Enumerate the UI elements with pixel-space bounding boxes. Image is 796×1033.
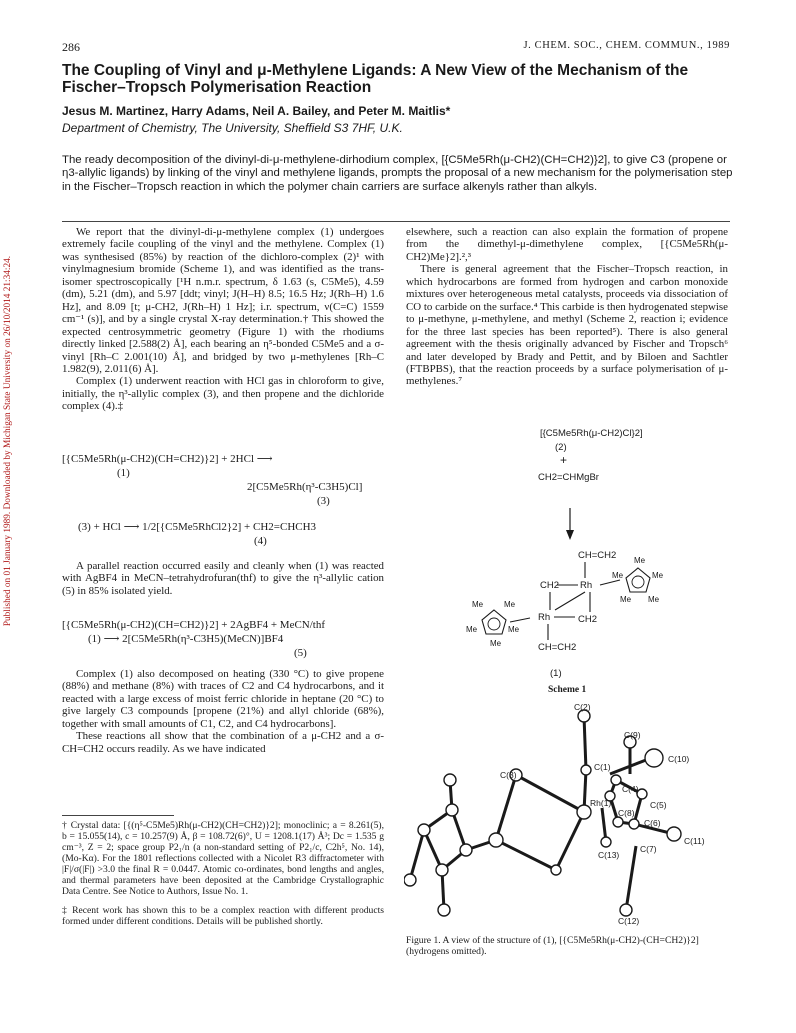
product-label: (1)	[550, 668, 562, 679]
body-paragraph: There is general agreement that the Fischer–Tropsch reaction, in which hydrocarbons are formed from hydrogen and carbon monoxide mixtures over heterogeneous metal catalysts, proceeds via dissociation of CO to carbide on the surface.⁴ This carbide is then hydrogenated stepwise to μ-methyne, μ-methylene, and methyl (Scheme 2, reaction i; evidence for the three last species has been reported⁵). There is also general agreement with the thesis originally advanced by Fischer and Tropsch⁶ and later developed by Brady and Pettit, and by Biloen and Sachtler (FTBPBS), that the reaction proceeds by a surface polymerisation of μ-methylenes.⁷	[406, 263, 728, 388]
body-column-left-bottom	[62, 668, 384, 755]
body-paragraph: Complex (1) underwent reaction with HCl gas in chloroform to give, initially, the η³-allylic complex (3), and then propene and the dichloride complex (4).‡	[62, 375, 384, 413]
atom-label: C(4)	[622, 784, 639, 794]
body-paragraph: elsewhere, such a reaction can also explain the formation of propene from the dimethyl-μ-dimethylene complex, [{C5Me5Rh(μ-CH2)Me}2].²,³	[406, 226, 728, 263]
scheme-plus: +	[560, 453, 568, 467]
body-column-left-mid	[62, 560, 384, 597]
atom-label: C(2)	[574, 702, 591, 712]
methyl-label: Me	[648, 595, 660, 604]
equation-2	[78, 520, 398, 548]
rh-lower: Rh	[538, 612, 551, 623]
equation-1	[62, 452, 392, 508]
equation-label: (4)	[254, 535, 267, 547]
ch2-left: CH2	[540, 580, 560, 591]
page-number: 286	[62, 40, 80, 54]
equation-3	[62, 618, 392, 660]
vinyl-bottom: CH=CH2	[538, 642, 577, 653]
article-authors: Jesus M. Martinez, Harry Adams, Neil A. Bailey, and Peter M. Maitlis*	[62, 104, 451, 118]
abstract-divider	[62, 221, 730, 222]
equation-line: [{C5Me5Rh(μ-CH2)(CH=CH2)}2] + 2AgBF4 + MeCN/thf	[62, 619, 326, 631]
atom-label: C(5)	[650, 800, 667, 810]
atom-label: C(12)	[618, 916, 640, 926]
body-column-right	[406, 226, 728, 388]
atom-label: C(8)	[618, 808, 635, 818]
equation-line: (3) + HCl ⟶ 1/2[{C5Me5RhCl2}2] + CH2=CHCH3	[78, 521, 317, 533]
atom-label: Rh(1)	[590, 798, 612, 808]
publication-side-note: Published on 01 January 1989. Downloaded by Michigan State University on 26/10/2014 21:34:24.	[3, 255, 13, 627]
methyl-label: Me	[652, 571, 664, 580]
body-column-left-top	[62, 226, 384, 413]
equation-line: [{C5Me5Rh(μ-CH2)(CH=CH2)}2] + 2HCl ⟶	[62, 453, 273, 465]
atom-label: C(3)	[500, 770, 517, 780]
footnotes	[62, 820, 384, 935]
footnote-divider	[62, 815, 174, 816]
equation-line: 2[C5Me5Rh(η³-C3H5)Cl]	[247, 481, 363, 493]
article-abstract: The ready decomposition of the divinyl-di-μ-methylene-dirhodium complex, [{C5Me5Rh(μ-CH2)(CH=CH2)}2], to give C3 (propene or η3-allylic ligands) by linking of the vinyl and methylene ligands, prompts the proposal of a new mechanism for the polymerisation step in the Fischer–Tropsch reaction in which the polymer chain carriers are surface alkenyls rather than alkyls.	[62, 154, 733, 193]
equation-label: (3)	[317, 495, 330, 507]
bonds	[510, 562, 620, 640]
atom-label: C(7)	[640, 844, 657, 854]
equation-label: (1)	[117, 467, 130, 479]
journal-header: J. CHEM. SOC., CHEM. COMMUN., 1989	[523, 40, 730, 51]
atom-label: C(13)	[598, 850, 620, 860]
methyl-label: Me	[490, 639, 502, 648]
figure-1-caption: Figure 1. A view of the structure of (1), [{C5Me5Rh(μ-CH2)-(CH=CH2)}2] (hydrogens omitted).	[406, 935, 699, 957]
reaction-arrow	[566, 508, 574, 540]
atom-label: C(11)	[684, 836, 705, 846]
scheme-grignard: CH2=CHMgBr	[538, 472, 599, 483]
article-affiliation: Department of Chemistry, The University, Sheffield S3 7HF, U.K.	[62, 121, 403, 135]
footnote-crystal-data: † Crystal data: [{(η⁵-C5Me5)Rh(μ-CH2)(CH=CH2)}2]; monoclinic; a = 8.261(5), b = 15.055(14), c = 10.257(9) Å, β = 108.72(6)°, U = 1208.1(17) Å³; Dc = 1.535 g cm⁻³, Z = 2; space group P2₁/n (a non-standard setting of P2₁/c, C2h⁵, No. 14), (Mo-Kα). For the 1801 reflections collected with a Nicolet R3 diffractometer with |F|/σ(|F|) >3.0 the final R = 0.0447. Atomic co-ordinates, bond lengths and angles, and thermal parameters have been deposited at the Cambridge Crystallographic Data Centre. See Notice to Authors, Issue No. 1.	[62, 820, 384, 897]
methyl-label: Me	[620, 595, 632, 604]
atom-label: C(1)	[594, 762, 611, 772]
equation-line: (1) ⟶ 2[C5Me5Rh(η³-C3H5)(MeCN)]BF4	[88, 633, 284, 645]
atom-label: C(9)	[624, 730, 641, 740]
scheme-reagent: [{C5Me5Rh(μ-CH2)Cl}2]	[540, 428, 643, 439]
body-paragraph: These reactions all show that the combination of a μ-CH2 and a σ-CH=CH2 occurs readily. As we have indicated	[62, 730, 384, 755]
methyl-label: Me	[634, 556, 646, 565]
methyl-label: Me	[472, 600, 484, 609]
equation-label: (5)	[294, 647, 307, 659]
rh-upper: Rh	[580, 580, 593, 591]
article-title: The Coupling of Vinyl and μ-Methylene Ligands: A New View of the Mechanism of the Fischer–Tropsch Polymerisation Reaction	[62, 62, 689, 96]
scheme-reagent-label: (2)	[555, 442, 567, 453]
atom-label: C(10)	[668, 754, 690, 764]
atom-label: C(6)	[644, 818, 661, 828]
methyl-label: Me	[466, 625, 478, 634]
scheme-1-diagram	[430, 400, 730, 700]
methyl-label: Me	[508, 625, 520, 634]
methyl-label: Me	[504, 600, 516, 609]
scheme-caption: Scheme 1	[548, 685, 587, 695]
cp-ring-lower	[466, 600, 520, 648]
body-paragraph: A parallel reaction occurred easily and cleanly when (1) was reacted with AgBF4 in MeCN–tetrahydrofuran(thf) to give the η³-allylic cation (5) in 85% isolated yield.	[62, 560, 384, 597]
ch2-right: CH2	[578, 614, 598, 625]
vinyl-top: CH=CH2	[578, 550, 617, 561]
figure-1-structure	[404, 700, 734, 928]
body-paragraph: Complex (1) also decomposed on heating (330 °C) to give propene (88%) and methane (8%) with traces of C2 and C4 hydrocarbons, and it reacted with a large excess of moist ferric chloride in heptane (20 °C) to give largely C3 compounds [propene (21%) and allyl chloride (68%), together with small amounts of C1, C2, and C4 hydrocarbons].	[62, 668, 384, 730]
body-paragraph: We report that the divinyl-di-μ-methylene complex (1) undergoes extremely facile coupling of the vinyl and the methylene. Complex (1) was synthesised (85%) by reaction of the dichloro-complex (2)¹ with vinylmagnesium bromide (Scheme 1), and was identified as the trans-isomer spectroscopically [¹H n.m.r. spectrum, δ 1.63 (s, C5Me5), 4.59 (dm), 5.21 (dm), and 5.97 [ddt; vinyl; J(H–H) 8.5; 16.5 Hz; J(Rh–H) 1.6 Hz], and 8.09 [t; μ-CH2, J(Rh–H) 1 Hz]; i.r. spectrum, ν(C=C) 1559 cm⁻¹ (s)], and by a single crystal X-ray determination.† This showed the expected centrosymmetric geometry (Figure 1) with the rhodiums directly linked [2.588(2) Å], each bearing an η⁵-bonded C5Me5 and a σ-vinyl [Rh–C 2.001(10) Å], and bridged by two μ-methylenes [Rh–C 1.982(9), 2.011(6) Å].	[62, 226, 384, 375]
footnote-recent-work: ‡ Recent work has shown this to be a complex reaction with different products formed under different conditions. Details will be published shortly.	[62, 905, 384, 927]
methyl-label: Me	[612, 571, 624, 580]
